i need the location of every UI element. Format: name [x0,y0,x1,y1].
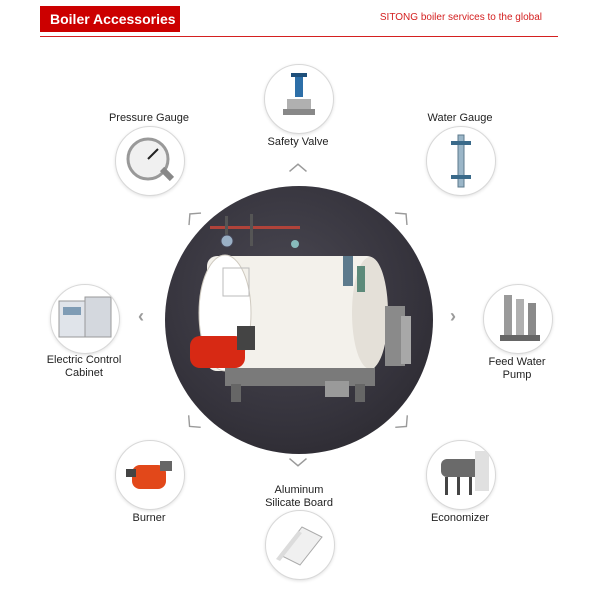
pressure-gauge-label: Pressure Gauge [108,112,190,124]
header [0,0,600,40]
water-gauge-image [426,126,496,196]
chevron-down-right-icon: ﹀ [394,414,422,442]
chevron-right-icon: › [450,306,456,326]
aluminum-silicate-board-label: Aluminum Silicate Board [265,484,333,509]
electric-control-cabinet-label: Electric Control Cabinet [46,354,122,379]
section-title: Boiler Accessories [40,6,180,32]
safety-valve-image [264,64,334,134]
chevron-up-right-icon: ︿ [392,200,420,228]
aluminum-silicate-board-image [265,510,335,580]
burner-label: Burner [132,512,166,524]
feed-water-pump-image [483,284,553,354]
burner-image [115,440,185,510]
chevron-down-left-icon: ﹀ [174,414,202,442]
chevron-up-icon: ︿ [289,154,307,174]
pressure-gauge-image [115,126,185,196]
economizer-image [426,440,496,510]
economizer-label: Economizer [430,512,490,524]
boiler-image [165,186,433,454]
electric-control-cabinet-image [50,284,120,354]
water-gauge-label: Water Gauge [427,112,493,124]
chevron-left-icon: ‹ [138,306,144,326]
chevron-up-left-icon: ︿ [176,200,204,228]
header-slogan: SITONG boiler services to the global [379,12,542,23]
chevron-down-icon: ﹀ [289,458,307,478]
header-divider [40,36,558,37]
feed-water-pump-label: Feed Water Pump [488,356,546,381]
safety-valve-label: Safety Valve [267,136,329,148]
